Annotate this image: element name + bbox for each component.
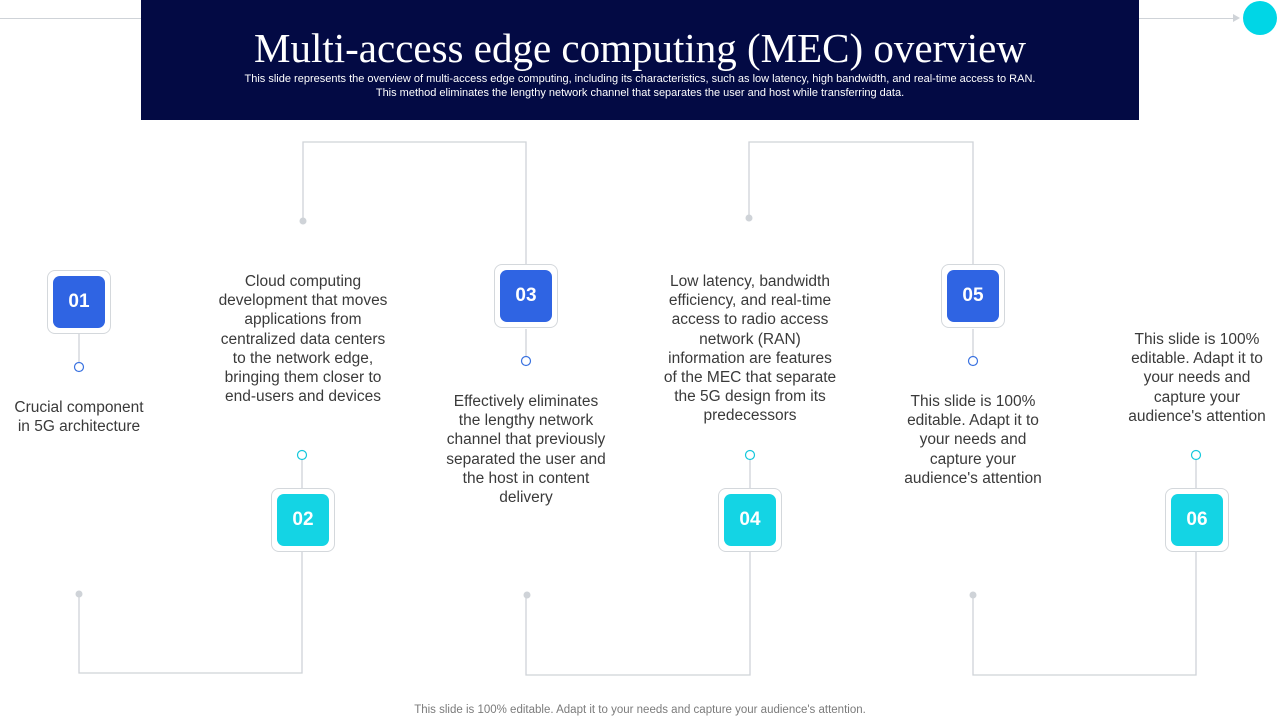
line-end-dot <box>524 592 531 599</box>
step-01-badge <box>47 270 111 334</box>
step-06-text: This slide is 100% editable. Adapt it to your needs and capture your audience's attention <box>1128 331 1266 425</box>
page-subtitle: This slide represents the overview of multi-access edge computing, including its characteristics, such as low latency, high bandwidth, and real-time access to RAN. This method eliminates the lengthy network channel that separates the user and host while transferring data. <box>244 73 1036 99</box>
step-06-badge <box>1165 488 1229 552</box>
connector-04-05 <box>749 142 973 264</box>
line-end-dot <box>300 218 307 225</box>
step-02-number: 02 <box>277 494 329 546</box>
step-04-text: Low latency, bandwidth efficiency, and real-time access to radio access network (RAN) information are features of the MEC that separate the 5G design from its predecessors <box>663 273 837 425</box>
step-06-number: 06 <box>1171 494 1223 546</box>
node-dot-01 <box>75 363 84 372</box>
node-dot-02 <box>298 451 307 460</box>
page-title: Multi-access edge computing (MEC) overview <box>254 25 1026 71</box>
line-end-dot <box>970 592 977 599</box>
step-02-badge <box>271 488 335 552</box>
step-03-number: 03 <box>500 270 552 322</box>
node-dot-06 <box>1192 451 1201 460</box>
step-04-number: 04 <box>724 494 776 546</box>
node-dot-05 <box>969 357 978 366</box>
node-dot-04 <box>746 451 755 460</box>
step-03-badge <box>494 264 558 328</box>
step-05-badge <box>941 264 1005 328</box>
connector-05-06 <box>973 552 1196 675</box>
connector-03-04 <box>526 552 750 675</box>
step-05-text: This slide is 100% editable. Adapt it to your needs and capture your audience's attention <box>904 393 1042 487</box>
step-01-number: 01 <box>53 276 105 328</box>
step-03-text: Effectively eliminates the lengthy network channel that previously separated the user and the host in content delivery <box>446 393 606 507</box>
step-04-badge <box>718 488 782 552</box>
step-01-text: Crucial component in 5G architecture <box>14 399 144 436</box>
node-dot-03 <box>522 357 531 366</box>
step-05-number: 05 <box>947 270 999 322</box>
connector-01-02 <box>79 552 302 673</box>
step-02-text: Cloud computing development that moves applications from centralized data centers to the network edge, bringing them closer to end-users and devices <box>218 273 388 406</box>
line-end-dot <box>76 591 83 598</box>
line-end-dot <box>746 215 753 222</box>
connector-02-03 <box>303 142 526 264</box>
footer-note: This slide is 100% editable. Adapt it to your needs and capture your audience's attention. <box>414 704 866 716</box>
